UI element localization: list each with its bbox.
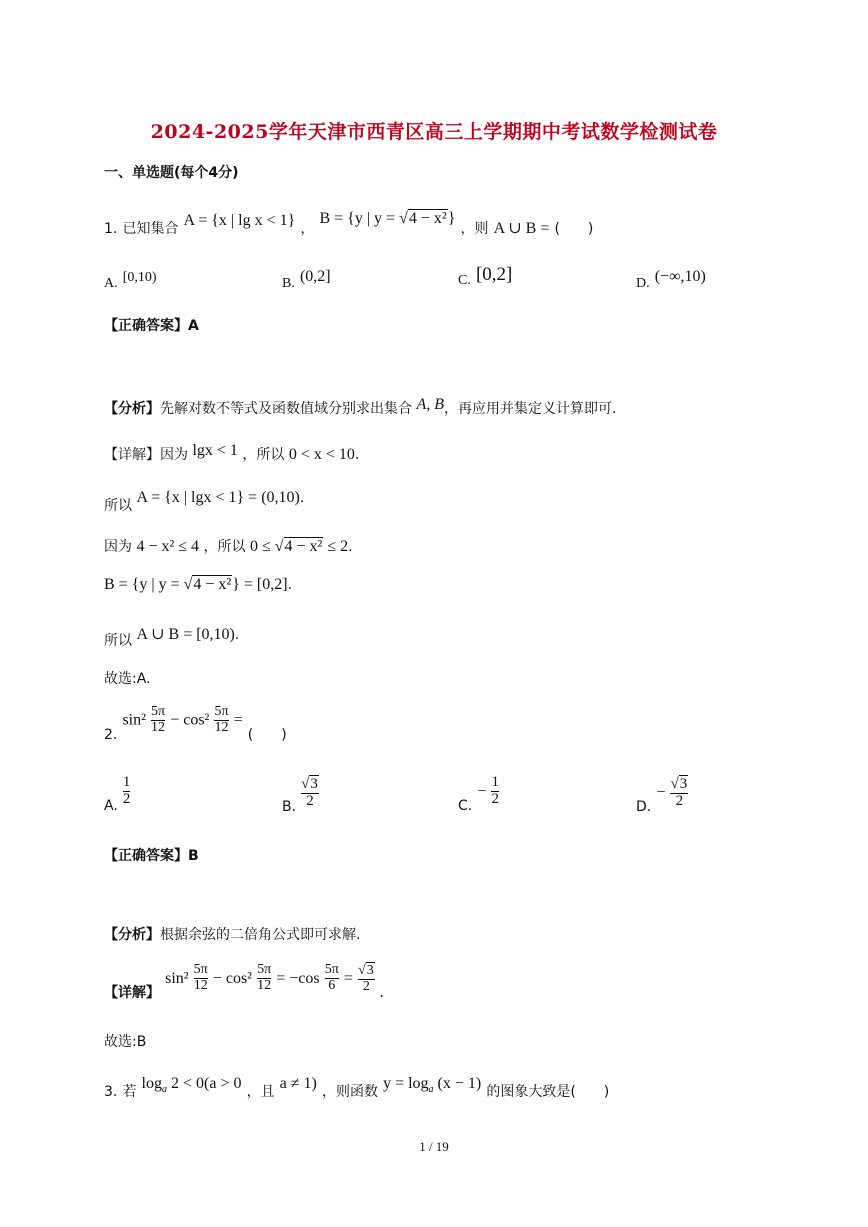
- q2-choice: 故选:B: [104, 1034, 147, 1050]
- q1-detail-line4: B = {y | y = √4 − x²} = [0,2].: [104, 576, 293, 593]
- question-1: 1. 已知集合 A = {x | lg x < 1} ， B = {y | y = √4 − x²} ，则 A ∪ B = ( ): [104, 210, 594, 237]
- q1-detail-line3: 因为 4 − x² ≤ 4 ，所以 0 ≤ √4 − x² ≤ 2.: [104, 538, 353, 555]
- q1-detail-line5: 所以 A ∪ B = [0,10).: [104, 626, 240, 649]
- q1-detail-line1: 【详解】因为 lgx < 1 ，所以 0 < x < 10.: [104, 442, 360, 463]
- q1-lead: 已知集合: [122, 221, 179, 237]
- page-title: 2024-2025学年天津市西青区高三上学期期中考试数学检测试卷: [150, 121, 718, 143]
- q2-option-b: B. $\frac{√3}{2}$: [282, 776, 318, 815]
- q1-option-b: B. (0,2]: [282, 268, 331, 291]
- q1-option-a: A. [0,10): [104, 270, 157, 291]
- q1-set-b: B = {y | y = √4 − x²}: [319, 210, 456, 227]
- question-2: 2. sin² $\frac{5\pi}{12}$ − cos² $\frac{5\pi}{12}$ = ( ): [104, 704, 287, 743]
- q2-analysis: 【分析】根据余弦的二倍角公式即可求解.: [104, 927, 361, 943]
- q1-union-expr: A ∪ B =: [493, 220, 550, 237]
- section-heading: 一、单选题(每个4分): [104, 165, 239, 181]
- q1-option-d: D. (−∞,10): [636, 268, 706, 291]
- q1-option-c: C. [0,2]: [458, 264, 513, 288]
- question-3: 3. 若 $\log_a 2 < 0(a > 0$ ，且 a ≠ 1) ，则函数 $y = \log_a (x - 1)$ 的图象大致是( ): [104, 1075, 610, 1100]
- q2-answer: 【正确答案】B: [104, 848, 199, 864]
- q1-answer: 【正确答案】A: [104, 318, 199, 334]
- q1-paren: ( ): [554, 221, 594, 237]
- q2-detail: 【详解】 sin² $\frac{5\pi}{12}$ − cos² $\frac{5\pi}{12}$ = −cos $\frac{5\pi}{6}$ = $\frac{√3}{2}$ .: [104, 962, 384, 1001]
- q1-analysis: 【分析】先解对数不等式及函数值域分别求出集合 A, B，再应用并集定义计算即可.: [104, 396, 617, 417]
- q1-then: ，则: [460, 221, 489, 237]
- q1-number: 1.: [104, 221, 118, 237]
- q2-option-d: D. − $\frac{√3}{2}$: [636, 776, 688, 815]
- q1-set-a: A = {x | lg x < 1}: [183, 212, 296, 229]
- q2-option-c: C. − $\frac{1}{2}$: [458, 774, 499, 814]
- q1-choice: 故选:A.: [104, 671, 151, 687]
- page-number: 1 / 19: [419, 1139, 449, 1154]
- q2-option-a: A. $\frac{1}{2}$: [104, 774, 131, 814]
- q1-detail-line2: 所以 A = {x | lgx < 1} = (0,10).: [104, 489, 305, 514]
